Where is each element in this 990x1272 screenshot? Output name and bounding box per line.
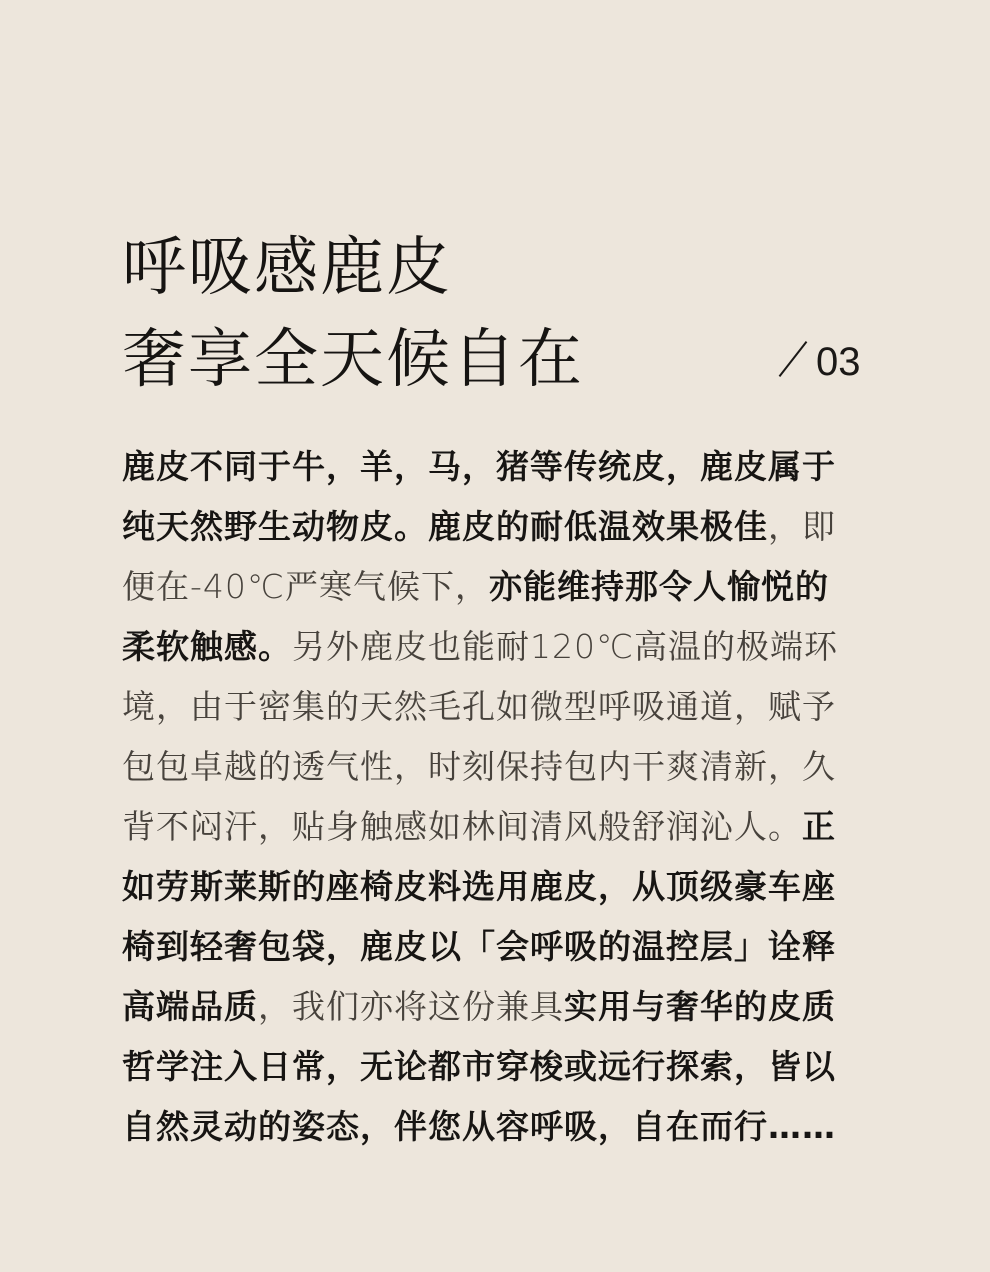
paragraph-line <box>122 1037 882 1097</box>
text-run: ，我们亦将这份兼具 <box>258 987 564 1026</box>
text-run: 实用与奢华的皮质 <box>564 987 836 1026</box>
text-run: 背不闷汗，贴身触感如林间清风般舒润沁人。 <box>122 807 802 846</box>
text-run: 椅到轻奢包袋，鹿皮以「会呼吸的温控层」诠释 <box>122 927 836 966</box>
paragraph-line <box>122 737 882 797</box>
text-run: 高端品质 <box>122 987 258 1026</box>
paragraph-line <box>122 677 882 737</box>
text-run: 如劳斯莱斯的座椅皮料选用鹿皮，从顶级豪车座 <box>122 867 836 906</box>
text-run: 自然灵动的姿态，伴您从容呼吸，自在而行…… <box>122 1107 836 1146</box>
text-run: 纯天然野生动物皮。鹿皮的耐低温效果极佳 <box>122 507 768 546</box>
text-run: 另外鹿皮也能耐120℃高温的极端环 <box>292 627 839 666</box>
text-run: 便在-40℃严寒气候下， <box>122 567 489 606</box>
paragraph-line <box>122 557 882 617</box>
title-line-2: 奢享全天候自在 <box>122 323 584 397</box>
text-run: 境，由于密集的天然毛孔如微型呼吸通道，赋予 <box>122 687 836 726</box>
text-run: 亦能维持那令人愉悦的 <box>488 567 829 606</box>
paragraph-line <box>122 917 882 977</box>
text-run: ，即 <box>768 507 836 546</box>
text-run: 鹿皮不同于牛，羊，马，猪等传统皮，鹿皮属于 <box>122 447 836 486</box>
slash-icon <box>778 339 808 379</box>
title-line-1: 呼吸感鹿皮 <box>122 231 452 305</box>
text-run: 哲学注入日常，无论都市穿梭或远行探索，皆以 <box>122 1047 836 1086</box>
body-paragraph <box>122 437 882 1157</box>
paragraph-line <box>122 617 882 677</box>
text-run: 正 <box>802 807 836 846</box>
paragraph-line <box>122 437 882 497</box>
page-index <box>778 336 861 388</box>
paragraph-line <box>122 857 882 917</box>
page-number: 03 <box>816 340 861 384</box>
paragraph-line <box>122 797 882 857</box>
paragraph-line <box>122 497 882 557</box>
text-run: 包包卓越的透气性，时刻保持包内干爽清新，久 <box>122 747 836 786</box>
paragraph-line <box>122 977 882 1037</box>
text-run: 柔软触感。 <box>122 627 292 666</box>
page-title <box>122 222 584 406</box>
paragraph-line <box>122 1097 882 1157</box>
